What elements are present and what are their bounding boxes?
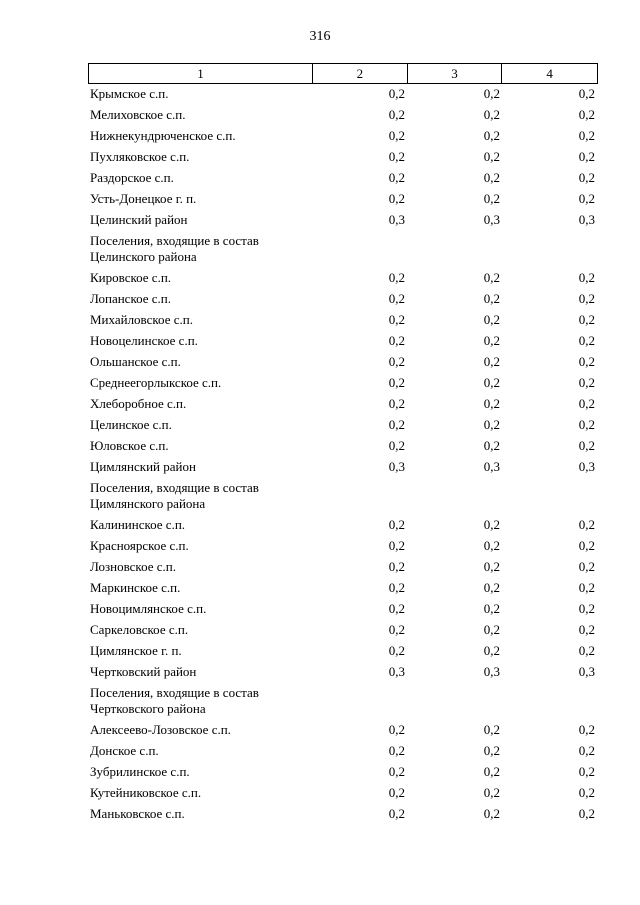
row-value-col-2: 0,2 xyxy=(388,722,405,737)
row-value-col-2: 0,2 xyxy=(388,538,405,553)
row-name: Мелиховское с.п. xyxy=(90,107,186,122)
table-row xyxy=(88,128,598,149)
row-value-col-4: 0,2 xyxy=(578,270,595,285)
table-row xyxy=(88,685,598,722)
row-value-col-4: 0,2 xyxy=(578,743,595,758)
table-row xyxy=(88,233,598,270)
row-value-col-3: 0,2 xyxy=(483,517,500,532)
table-row xyxy=(88,170,598,191)
row-value-col-4: 0,2 xyxy=(578,785,595,800)
table-row xyxy=(88,480,598,517)
row-name: Поселения, входящие в состав Целинского района xyxy=(90,233,259,264)
row-value-col-3: 0,2 xyxy=(483,722,500,737)
row-value-col-2: 0,2 xyxy=(388,291,405,306)
table-body xyxy=(88,86,598,827)
row-name: Усть-Донецкое г. п. xyxy=(90,191,197,206)
row-value-col-2: 0,2 xyxy=(388,333,405,348)
row-value-col-3: 0,2 xyxy=(483,107,500,122)
row-value-col-3: 0,2 xyxy=(483,438,500,453)
table-row xyxy=(88,580,598,601)
row-value-col-2: 0,2 xyxy=(388,107,405,122)
row-value-col-4: 0,2 xyxy=(578,375,595,390)
row-value-col-2: 0,2 xyxy=(388,643,405,658)
row-value-col-2: 0,2 xyxy=(388,191,405,206)
row-name: Лозновское с.п. xyxy=(90,559,176,574)
row-name: Юловское с.п. xyxy=(90,438,169,453)
row-value-col-2: 0,3 xyxy=(388,212,405,227)
row-value-col-3: 0,2 xyxy=(483,291,500,306)
row-name: Пухляковское с.п. xyxy=(90,149,190,164)
table-row xyxy=(88,212,598,233)
table-row xyxy=(88,396,598,417)
table-row xyxy=(88,622,598,643)
table-row xyxy=(88,538,598,559)
row-name: Калининское с.п. xyxy=(90,517,186,532)
row-value-col-4: 0,2 xyxy=(578,354,595,369)
table-row xyxy=(88,601,598,622)
row-value-col-2: 0,2 xyxy=(388,86,405,101)
row-name: Саркеловское с.п. xyxy=(90,622,189,637)
row-name: Цимлянский район xyxy=(90,459,196,474)
data-table xyxy=(88,63,598,827)
row-value-col-4: 0,2 xyxy=(578,149,595,164)
row-value-col-4: 0,2 xyxy=(578,396,595,411)
row-value-col-3: 0,2 xyxy=(483,806,500,821)
row-name: Кутейниковское с.п. xyxy=(90,785,202,800)
table-row xyxy=(88,86,598,107)
row-value-col-3: 0,2 xyxy=(483,354,500,369)
row-value-col-2: 0,2 xyxy=(388,128,405,143)
row-name: Красноярское с.п. xyxy=(90,538,189,553)
row-value-col-2: 0,2 xyxy=(388,312,405,327)
table-row xyxy=(88,107,598,128)
row-value-col-3: 0,2 xyxy=(483,375,500,390)
row-value-col-2: 0,2 xyxy=(388,270,405,285)
row-value-col-3: 0,2 xyxy=(483,538,500,553)
table-row xyxy=(88,149,598,170)
row-name: Цимлянское г. п. xyxy=(90,643,182,658)
row-value-col-4: 0,2 xyxy=(578,559,595,574)
row-name: Крымское с.п. xyxy=(90,86,169,101)
row-name: Новоцимлянское с.п. xyxy=(90,601,207,616)
header-cell-4: 4 xyxy=(546,65,553,81)
table-header xyxy=(88,63,598,84)
row-value-col-4: 0,2 xyxy=(578,643,595,658)
table-row xyxy=(88,517,598,538)
row-value-col-4: 0,2 xyxy=(578,333,595,348)
row-value-col-4: 0,2 xyxy=(578,191,595,206)
row-value-col-3: 0,2 xyxy=(483,580,500,595)
row-value-col-2: 0,2 xyxy=(388,622,405,637)
row-value-col-3: 0,2 xyxy=(483,417,500,432)
row-name: Раздорское с.п. xyxy=(90,170,174,185)
row-name: Хлеборобное с.п. xyxy=(90,396,187,411)
table-row xyxy=(88,459,598,480)
header-cell-1: 1 xyxy=(89,64,313,83)
row-value-col-4: 0,3 xyxy=(578,664,595,679)
row-name: Маньковское с.п. xyxy=(90,806,185,821)
row-value-col-2: 0,2 xyxy=(388,743,405,758)
row-value-col-3: 0,2 xyxy=(483,764,500,779)
row-value-col-3: 0,2 xyxy=(483,559,500,574)
row-value-col-2: 0,2 xyxy=(388,375,405,390)
table-row xyxy=(88,417,598,438)
row-name: Чертковский район xyxy=(90,664,197,679)
page-number: 316 xyxy=(309,29,331,44)
row-name: Зубрилинское с.п. xyxy=(90,764,190,779)
row-value-col-3: 0,3 xyxy=(483,664,500,679)
table-row xyxy=(88,743,598,764)
table-row xyxy=(88,722,598,743)
row-value-col-3: 0,2 xyxy=(483,601,500,616)
row-value-col-4: 0,2 xyxy=(578,580,595,595)
row-value-col-2: 0,3 xyxy=(388,664,405,679)
row-value-col-3: 0,3 xyxy=(483,459,500,474)
table-row xyxy=(88,375,598,396)
row-name: Нижнекундрюченское с.п. xyxy=(90,128,236,143)
row-value-col-2: 0,2 xyxy=(388,170,405,185)
row-value-col-2: 0,2 xyxy=(388,396,405,411)
table-row xyxy=(88,312,598,333)
row-name: Донское с.п. xyxy=(90,743,159,758)
row-value-col-4: 0,2 xyxy=(578,417,595,432)
row-value-col-4: 0,2 xyxy=(578,86,595,101)
row-value-col-3: 0,2 xyxy=(483,128,500,143)
row-name: Ольшанское с.п. xyxy=(90,354,181,369)
table-row xyxy=(88,643,598,664)
row-value-col-3: 0,2 xyxy=(483,743,500,758)
row-value-col-4: 0,2 xyxy=(578,806,595,821)
row-name: Михайловское с.п. xyxy=(90,312,193,327)
row-value-col-3: 0,2 xyxy=(483,643,500,658)
header-cell-2: 2 xyxy=(313,64,408,83)
row-name: Новоцелинское с.п. xyxy=(90,333,198,348)
row-value-col-2: 0,2 xyxy=(388,601,405,616)
row-name: Среднеегорлыкское с.п. xyxy=(90,375,222,390)
table-row xyxy=(88,764,598,785)
row-value-col-2: 0,2 xyxy=(388,785,405,800)
header-cell-3: 3 xyxy=(408,64,503,83)
row-value-col-2: 0,2 xyxy=(388,764,405,779)
row-value-col-4: 0,2 xyxy=(578,312,595,327)
row-value-col-4: 0,2 xyxy=(578,170,595,185)
row-name: Маркинское с.п. xyxy=(90,580,181,595)
row-value-col-2: 0,2 xyxy=(388,580,405,595)
row-value-col-4: 0,3 xyxy=(578,212,595,227)
row-value-col-3: 0,2 xyxy=(483,170,500,185)
row-value-col-3: 0,2 xyxy=(483,396,500,411)
row-value-col-2: 0,2 xyxy=(388,438,405,453)
row-value-col-3: 0,2 xyxy=(483,785,500,800)
row-value-col-2: 0,2 xyxy=(388,354,405,369)
row-name: Поселения, входящие в состав Цимлянского района xyxy=(90,480,259,511)
table-row xyxy=(88,438,598,459)
table-row xyxy=(88,270,598,291)
row-value-col-2: 0,2 xyxy=(388,806,405,821)
row-value-col-4: 0,2 xyxy=(578,438,595,453)
row-name: Поселения, входящие в состав Чертковского района xyxy=(90,685,259,716)
table-row xyxy=(88,354,598,375)
row-value-col-4: 0,2 xyxy=(578,107,595,122)
table-row xyxy=(88,291,598,312)
table-row xyxy=(88,191,598,212)
row-value-col-4: 0,2 xyxy=(578,764,595,779)
row-value-col-4: 0,2 xyxy=(578,538,595,553)
table-row xyxy=(88,806,598,827)
row-value-col-2: 0,2 xyxy=(388,149,405,164)
row-value-col-4: 0,2 xyxy=(578,601,595,616)
row-value-col-3: 0,2 xyxy=(483,86,500,101)
row-value-col-2: 0,2 xyxy=(388,517,405,532)
row-value-col-4: 0,3 xyxy=(578,459,595,474)
table-row xyxy=(88,333,598,354)
row-value-col-3: 0,2 xyxy=(483,191,500,206)
row-value-col-4: 0,2 xyxy=(578,291,595,306)
row-value-col-3: 0,2 xyxy=(483,622,500,637)
row-name: Алексеево-Лозовское с.п. xyxy=(90,722,231,737)
row-value-col-3: 0,3 xyxy=(483,212,500,227)
row-value-col-3: 0,2 xyxy=(483,270,500,285)
table-row xyxy=(88,559,598,580)
row-name: Кировское с.п. xyxy=(90,270,172,285)
row-value-col-4: 0,2 xyxy=(578,128,595,143)
row-value-col-2: 0,2 xyxy=(388,417,405,432)
row-value-col-2: 0,2 xyxy=(388,559,405,574)
row-value-col-4: 0,2 xyxy=(578,722,595,737)
row-name: Лопанское с.п. xyxy=(90,291,172,306)
row-name: Целинский район xyxy=(90,212,188,227)
row-value-col-3: 0,2 xyxy=(483,149,500,164)
row-value-col-4: 0,2 xyxy=(578,622,595,637)
table-row xyxy=(88,785,598,806)
row-value-col-3: 0,2 xyxy=(483,312,500,327)
table-row xyxy=(88,664,598,685)
row-value-col-4: 0,2 xyxy=(578,517,595,532)
row-value-col-3: 0,2 xyxy=(483,333,500,348)
row-value-col-2: 0,3 xyxy=(388,459,405,474)
row-name: Целинское с.п. xyxy=(90,417,172,432)
